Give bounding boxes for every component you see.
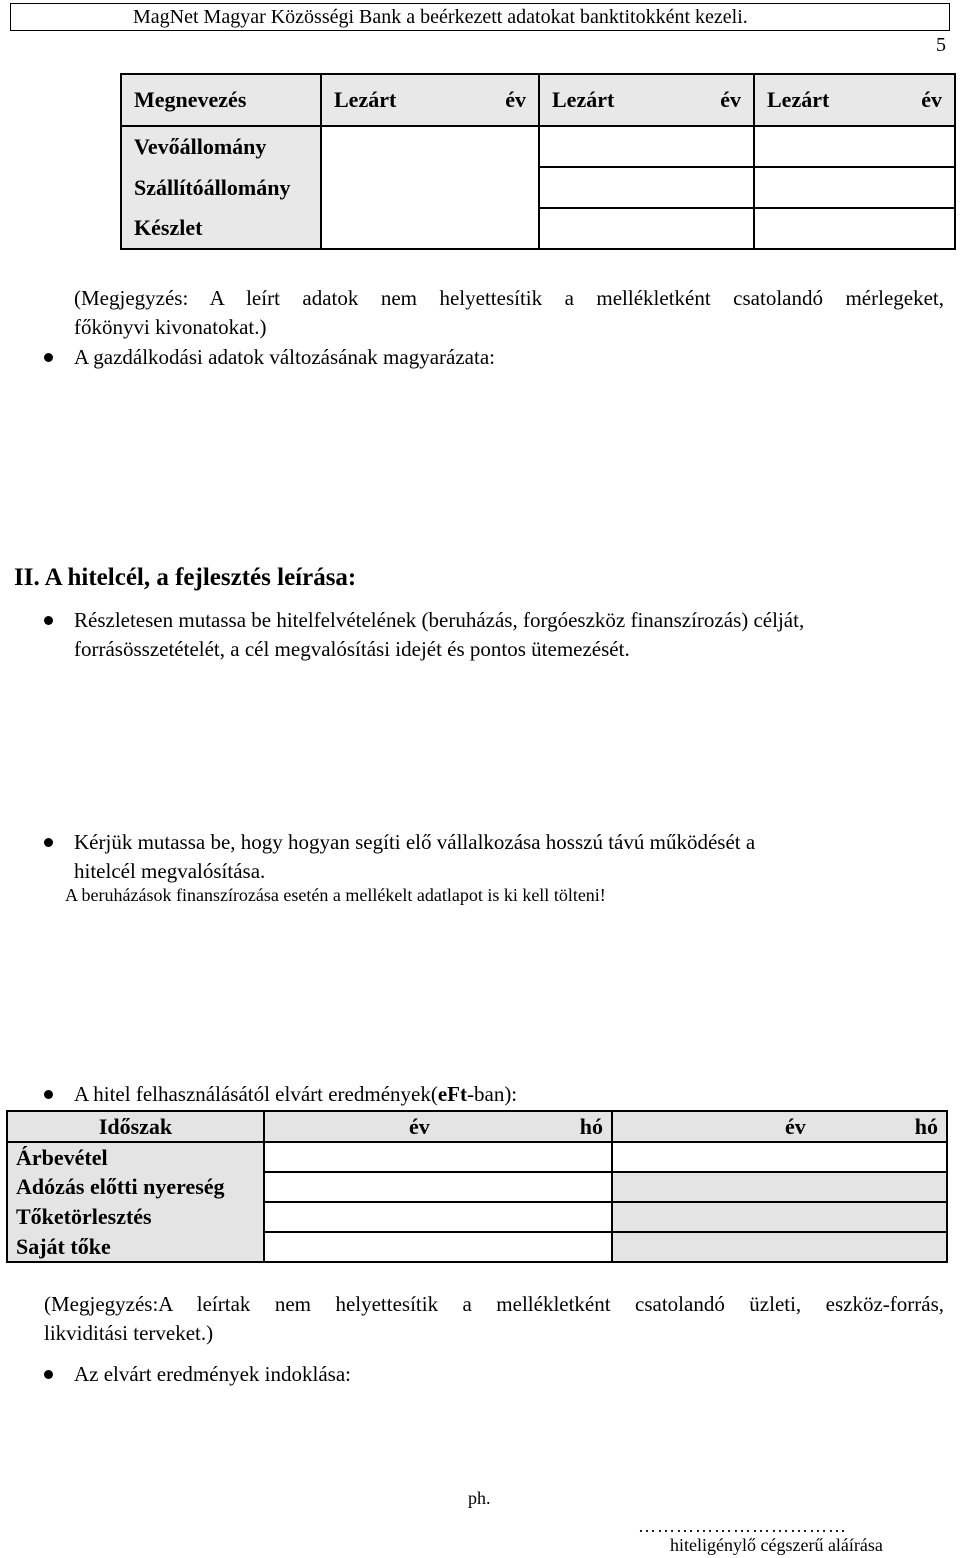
bullet-icon — [44, 353, 53, 362]
bullet-text: A gazdálkodási adatok változásának magyarázata: — [74, 345, 495, 369]
table-row — [7, 1172, 947, 1202]
input-cell[interactable] — [612, 1232, 947, 1262]
table-row — [7, 1202, 947, 1232]
header-cell — [612, 1111, 947, 1142]
bullet-icon — [44, 1090, 53, 1099]
section-heading: II. A hitelcél, a fejlesztés leírása: — [14, 564, 357, 591]
table-row — [7, 1142, 947, 1172]
header-label: Lezárt — [767, 87, 830, 112]
bullet-item — [74, 1080, 517, 1109]
header-label: hó — [914, 1113, 938, 1139]
bullet-item — [74, 828, 944, 886]
input-cell[interactable] — [754, 126, 955, 167]
header-label: Megnevezés — [134, 87, 247, 112]
header-label: Lezárt — [552, 87, 615, 112]
note-line: főkönyvi kivonatokat.) — [74, 315, 267, 339]
input-cell[interactable] — [539, 167, 754, 208]
bullet-text: Az elvárt eredmények indoklása: — [74, 1362, 351, 1386]
input-cell[interactable] — [321, 167, 539, 208]
row-label: Adózás előtti nyereség — [7, 1172, 264, 1202]
header-cell: Időszak — [7, 1111, 264, 1142]
header-cell — [539, 74, 754, 126]
header-title: MagNet Magyar Közösségi Bank a beérkezett adatokat banktitokként kezeli. — [133, 6, 748, 28]
header-label: év — [785, 1113, 806, 1139]
bullet-item — [74, 1360, 351, 1389]
note-paragraph — [44, 1290, 944, 1348]
table-header-row — [7, 1111, 947, 1142]
stamp-label: ph. — [468, 1488, 491, 1508]
note-line: (Megjegyzés: A leírt adatok nem helyettesítik a mellékletként csatolandó mérlegeket, — [74, 286, 944, 310]
results-table — [6, 1110, 948, 1263]
signature-label: hiteligénylő cégszerű aláírása — [670, 1535, 883, 1555]
page-header — [10, 3, 950, 31]
note-paragraph — [74, 284, 944, 342]
table-row — [121, 208, 955, 249]
row-label: Vevőállomány — [121, 126, 321, 167]
input-cell[interactable] — [612, 1202, 947, 1232]
header-label: hó — [579, 1113, 603, 1139]
attachment-note: A beruházások finanszírozása esetén a mellékelt adatlapot is ki kell tölteni! — [65, 885, 606, 905]
header-label: év — [921, 87, 942, 112]
row-label: Saját tőke — [7, 1232, 264, 1262]
table-row — [7, 1232, 947, 1262]
table-header-row — [121, 74, 955, 126]
header-cell — [321, 74, 539, 126]
input-cell[interactable] — [264, 1142, 612, 1172]
input-cell[interactable] — [612, 1142, 947, 1172]
input-cell[interactable] — [754, 208, 955, 249]
header-cell — [754, 74, 955, 126]
bullet-icon — [44, 616, 53, 625]
bullet-item — [74, 343, 495, 372]
header-label: év — [720, 87, 741, 112]
input-cell[interactable] — [612, 1172, 947, 1202]
financial-table — [120, 73, 956, 250]
input-cell[interactable] — [539, 208, 754, 249]
bullet-text: forrásösszetételét, a cél megvalósítási idejét és pontos ütemezését. — [74, 637, 630, 661]
header-label: év — [409, 1113, 430, 1139]
input-cell[interactable] — [264, 1232, 612, 1262]
bullet-text: Kérjük mutassa be, hogy hogyan segíti elő vállalkozása hosszú távú működését a — [74, 830, 756, 854]
signature-line: …………………………… — [638, 1516, 847, 1536]
bullet-icon — [44, 838, 53, 847]
bullet-text: Részletesen mutassa be hitelfelvételének (beruházás, forgóeszköz finanszírozás) célját, — [74, 608, 805, 632]
input-cell[interactable] — [321, 126, 539, 167]
bullet-text: -ban): — [467, 1082, 518, 1106]
table-row — [121, 126, 955, 167]
header-label: Lezárt — [334, 87, 397, 112]
bullet-text: A hitel felhasználásától elvárt eredmények( — [74, 1082, 438, 1106]
bullet-item — [74, 606, 944, 664]
input-cell[interactable] — [539, 126, 754, 167]
row-label: Tőketörlesztés — [7, 1202, 264, 1232]
bullet-text: hitelcél megvalósítása. — [74, 859, 266, 883]
header-cell — [121, 74, 321, 126]
row-label: Készlet — [121, 208, 321, 249]
input-cell[interactable] — [264, 1202, 612, 1232]
bullet-icon — [44, 1370, 53, 1379]
input-cell[interactable] — [321, 208, 539, 249]
bullet-unit: eFt — [437, 1082, 467, 1106]
header-cell — [264, 1111, 612, 1142]
input-cell[interactable] — [264, 1172, 612, 1202]
row-label: Szállítóállomány — [121, 167, 321, 208]
note-line: likviditási terveket.) — [44, 1321, 214, 1345]
table-row — [121, 167, 955, 208]
row-label: Árbevétel — [7, 1142, 264, 1172]
header-label: év — [505, 87, 526, 112]
input-cell[interactable] — [754, 167, 955, 208]
page-number: 5 — [936, 34, 946, 56]
note-line: (Megjegyzés:A leírtak nem helyettesítik a mellékletként csatolandó üzleti, eszköz-forrás, — [44, 1292, 944, 1316]
